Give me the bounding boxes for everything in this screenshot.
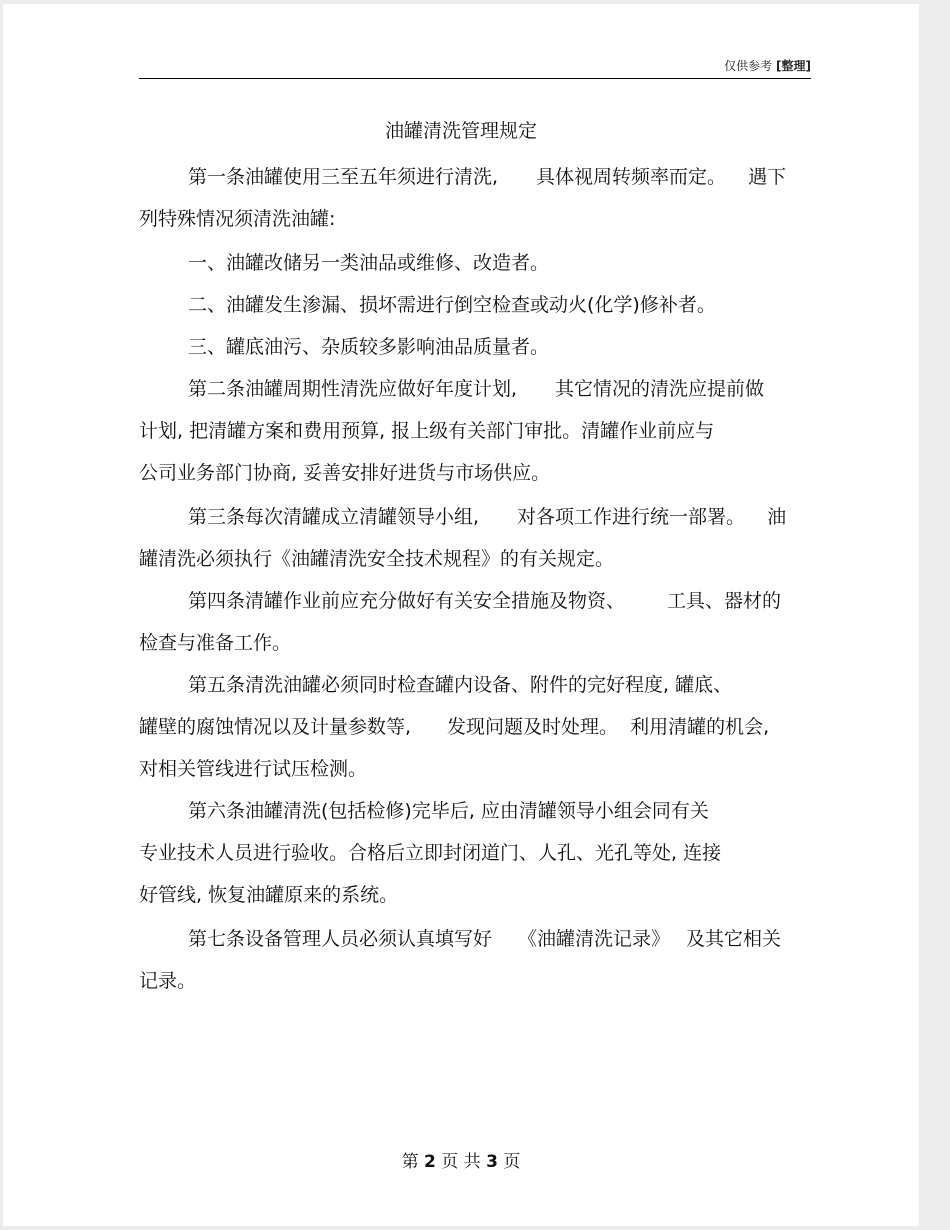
footer-suffix: 页 xyxy=(503,1152,521,1172)
paragraph-line: 记录。 xyxy=(139,970,197,992)
paragraph-line: 计划, 把清罐方案和费用预算, 报上级有关部门审批。清罐作业前应与 xyxy=(139,420,715,442)
page-header xyxy=(139,56,811,79)
paragraph-line xyxy=(188,588,781,614)
paragraph-line xyxy=(188,926,781,952)
paragraph-line: 罐清洗必须执行《油罐清洗安全技术规程》的有关规定。 xyxy=(139,548,615,570)
paragraph-line: 一、油罐改储另一类油品或维修、改造者。 xyxy=(188,252,550,274)
current-page-number: 2 xyxy=(424,1152,436,1172)
footer-prefix: 第 xyxy=(401,1152,419,1172)
text-segment: 第四条清罐作业前应充分做好有关安全措施及物资、 xyxy=(188,590,626,612)
paragraph-line: 检查与准备工作。 xyxy=(139,632,292,654)
page-footer xyxy=(3,1147,919,1172)
text-segment: 利用清罐的机会, xyxy=(630,716,770,738)
text-segment: 发现问题及时处理。 xyxy=(447,716,619,738)
document-title: 油罐清洗管理规定 xyxy=(384,120,537,142)
paragraph-line: 第六条油罐清洗(包括检修)完毕后, 应由清罐领导小组会同有关 xyxy=(188,800,709,822)
text-segment: 及其它相关 xyxy=(686,928,782,950)
paragraph-line: 二、油罐发生渗漏、损坏需进行倒空检查或动火(化学)修补者。 xyxy=(188,294,716,316)
paragraph-line: 好管线, 恢复油罐原来的系统。 xyxy=(139,884,399,906)
text-segment: 具体视周转频率而定。 xyxy=(536,166,727,188)
document-page xyxy=(3,4,919,1226)
paragraph-line: 公司业务部门协商, 妥善安排好进货与市场供应。 xyxy=(139,462,551,484)
text-segment: 油 xyxy=(767,506,787,528)
paragraph-line xyxy=(188,504,786,530)
paragraph-line: 三、罐底油污、杂质较多影响油品质量者。 xyxy=(188,336,550,358)
paragraph-line xyxy=(188,164,786,190)
text-segment: 其它情况的清洗应提前做 xyxy=(555,378,765,400)
text-segment: 遇下 xyxy=(748,166,787,188)
header-text: 仅供参考 xyxy=(724,59,773,73)
header-tag: [整理] xyxy=(776,59,811,73)
total-page-count: 3 xyxy=(486,1152,498,1172)
text-segment: 第七条设备管理人员必须认真填写好 xyxy=(188,928,493,950)
paragraph-line: 第五条清洗油罐必须同时检查罐内设备、附件的完好程度, 罐底、 xyxy=(188,674,733,696)
text-segment: 对各项工作进行统一部署。 xyxy=(517,506,746,528)
paragraph-line: 列特殊情况须清洗油罐: xyxy=(139,208,336,230)
text-segment: 罐壁的腐蚀情况以及计量参数等, xyxy=(139,716,412,738)
text-segment: 工具、器材的 xyxy=(667,590,782,612)
paragraph-line: 专业技术人员进行验收。合格后立即封闭道门、人孔、光孔等处, 连接 xyxy=(139,842,722,864)
footer-middle: 页 共 xyxy=(441,1152,481,1172)
text-segment: 《油罐清洗记录》 xyxy=(518,928,671,950)
paragraph-line xyxy=(139,714,769,740)
paragraph-line: 对相关管线进行试压检测。 xyxy=(139,758,368,780)
text-segment: 第二条油罐周期性清洗应做好年度计划, xyxy=(188,378,518,400)
paragraph-line xyxy=(188,376,764,402)
text-segment: 第一条油罐使用三至五年须进行清洗, xyxy=(188,166,499,188)
text-segment: 第三条每次清罐成立清罐领导小组, xyxy=(188,506,480,528)
